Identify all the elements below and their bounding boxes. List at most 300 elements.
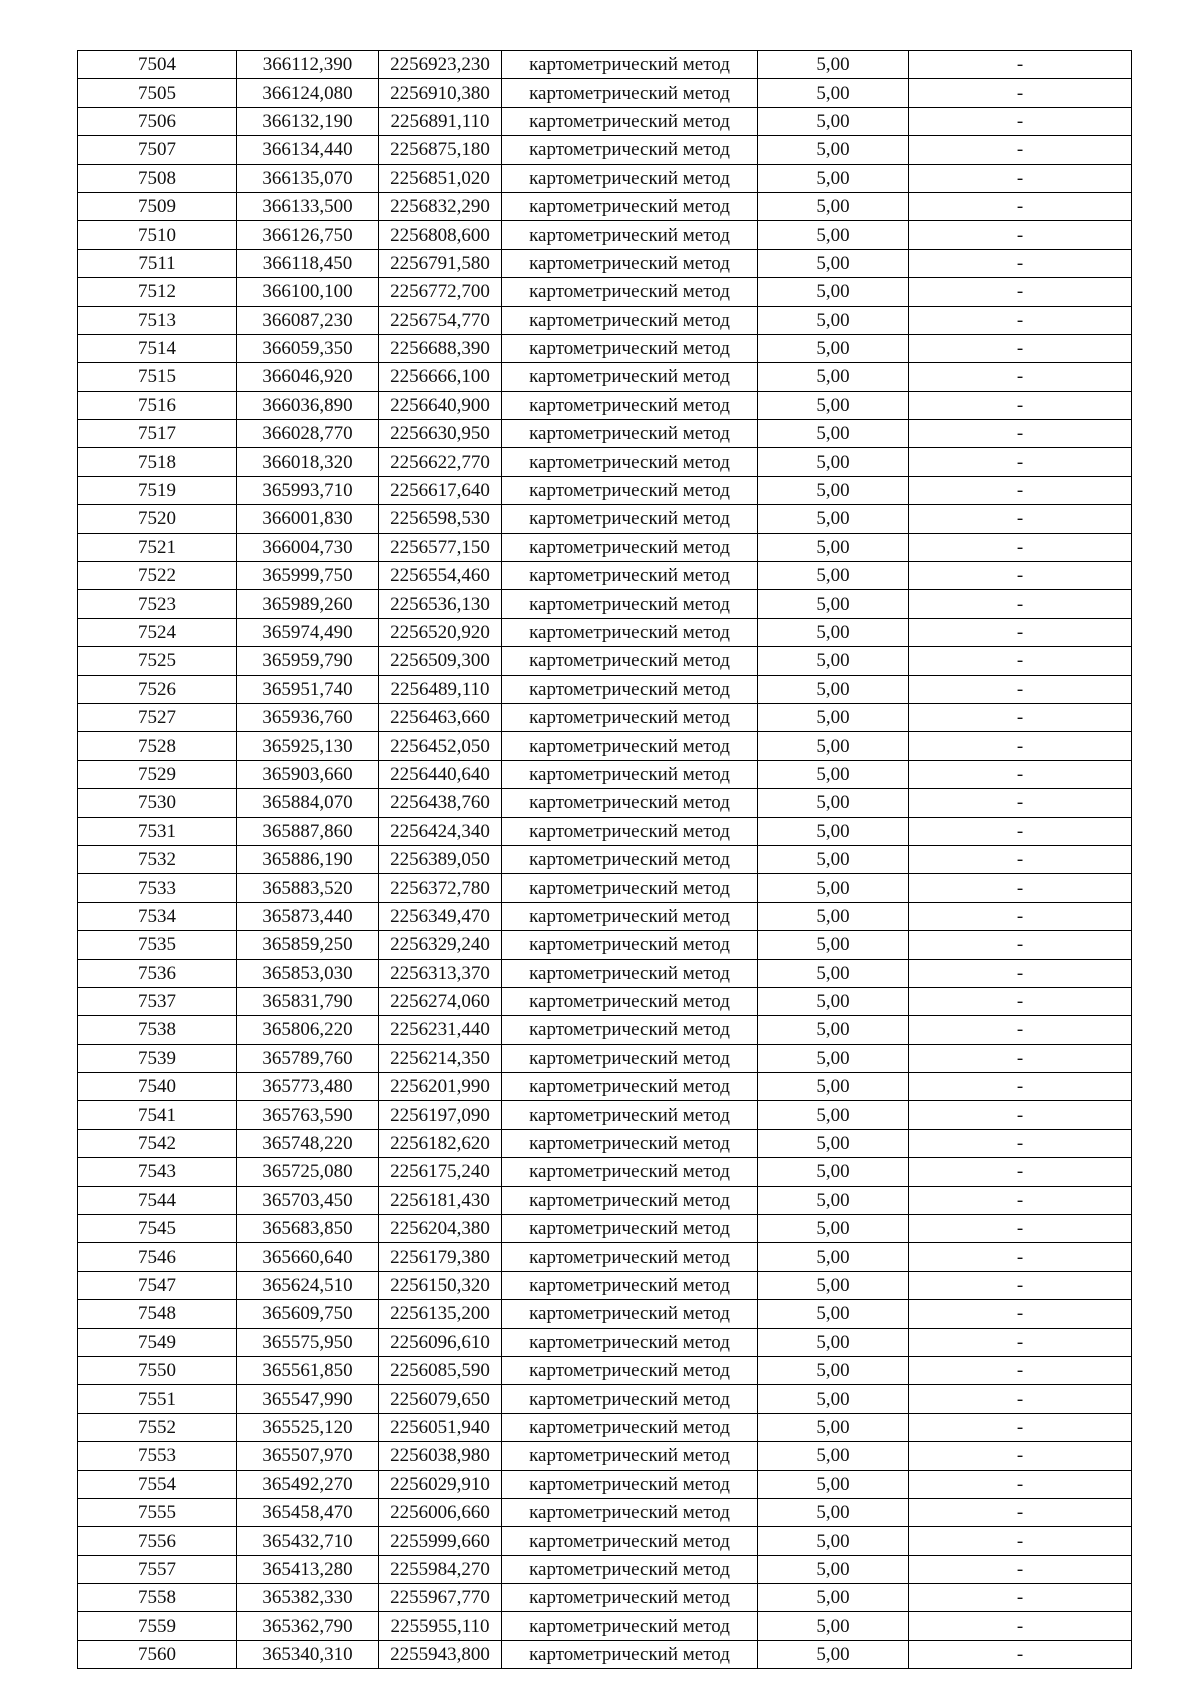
x-coordinate-cell: 366100,100: [237, 278, 379, 306]
point-number-cell: 7527: [78, 703, 237, 731]
table-row: [78, 1215, 1132, 1243]
y-coordinate-cell: 2256424,340: [379, 817, 502, 845]
note-cell: -: [909, 1584, 1132, 1612]
method-cell: картометрический метод: [502, 760, 758, 788]
table-row: [78, 817, 1132, 845]
note-cell: -: [909, 1527, 1132, 1555]
x-coordinate-cell: 365993,710: [237, 476, 379, 504]
coordinates-table: [77, 50, 1132, 1669]
y-coordinate-cell: 2256791,580: [379, 249, 502, 277]
point-number-cell: 7549: [78, 1328, 237, 1356]
y-coordinate-cell: 2256622,770: [379, 448, 502, 476]
accuracy-cell: 5,00: [758, 420, 909, 448]
accuracy-cell: 5,00: [758, 1129, 909, 1157]
point-number-cell: 7516: [78, 391, 237, 419]
y-coordinate-cell: 2255984,270: [379, 1555, 502, 1583]
note-cell: -: [909, 1442, 1132, 1470]
y-coordinate-cell: 2256875,180: [379, 136, 502, 164]
table-row: [78, 732, 1132, 760]
x-coordinate-cell: 365624,510: [237, 1271, 379, 1299]
point-number-cell: 7539: [78, 1044, 237, 1072]
accuracy-cell: 5,00: [758, 79, 909, 107]
x-coordinate-cell: 366059,350: [237, 334, 379, 362]
table-row: [78, 959, 1132, 987]
table-row: [78, 306, 1132, 334]
table-row: [78, 1300, 1132, 1328]
point-number-cell: 7513: [78, 306, 237, 334]
method-cell: картометрический метод: [502, 931, 758, 959]
x-coordinate-cell: 365974,490: [237, 618, 379, 646]
x-coordinate-cell: 366087,230: [237, 306, 379, 334]
y-coordinate-cell: 2256598,530: [379, 505, 502, 533]
table-row: [78, 79, 1132, 107]
x-coordinate-cell: 366135,070: [237, 164, 379, 192]
y-coordinate-cell: 2255999,660: [379, 1527, 502, 1555]
note-cell: -: [909, 1215, 1132, 1243]
x-coordinate-cell: 365382,330: [237, 1584, 379, 1612]
method-cell: картометрический метод: [502, 334, 758, 362]
method-cell: картометрический метод: [502, 1470, 758, 1498]
y-coordinate-cell: 2256440,640: [379, 760, 502, 788]
y-coordinate-cell: 2256329,240: [379, 931, 502, 959]
x-coordinate-cell: 366112,390: [237, 51, 379, 79]
y-coordinate-cell: 2256372,780: [379, 874, 502, 902]
y-coordinate-cell: 2256808,600: [379, 221, 502, 249]
table-row: [78, 1527, 1132, 1555]
x-coordinate-cell: 365525,120: [237, 1413, 379, 1441]
note-cell: -: [909, 420, 1132, 448]
note-cell: -: [909, 334, 1132, 362]
table-row: [78, 647, 1132, 675]
table-row: [78, 902, 1132, 930]
y-coordinate-cell: 2256630,950: [379, 420, 502, 448]
accuracy-cell: 5,00: [758, 1271, 909, 1299]
accuracy-cell: 5,00: [758, 590, 909, 618]
accuracy-cell: 5,00: [758, 221, 909, 249]
point-number-cell: 7526: [78, 675, 237, 703]
note-cell: -: [909, 1470, 1132, 1498]
x-coordinate-cell: 365873,440: [237, 902, 379, 930]
point-number-cell: 7519: [78, 476, 237, 504]
x-coordinate-cell: 365789,760: [237, 1044, 379, 1072]
point-number-cell: 7559: [78, 1612, 237, 1640]
accuracy-cell: 5,00: [758, 1328, 909, 1356]
y-coordinate-cell: 2256135,200: [379, 1300, 502, 1328]
table-row: [78, 1584, 1132, 1612]
y-coordinate-cell: 2256175,240: [379, 1158, 502, 1186]
y-coordinate-cell: 2256038,980: [379, 1442, 502, 1470]
point-number-cell: 7537: [78, 987, 237, 1015]
note-cell: -: [909, 221, 1132, 249]
method-cell: картометрический метод: [502, 562, 758, 590]
table-row: [78, 618, 1132, 646]
method-cell: картометрический метод: [502, 476, 758, 504]
x-coordinate-cell: 366118,450: [237, 249, 379, 277]
note-cell: -: [909, 590, 1132, 618]
table-row: [78, 1016, 1132, 1044]
method-cell: картометрический метод: [502, 845, 758, 873]
method-cell: картометрический метод: [502, 51, 758, 79]
y-coordinate-cell: 2256214,350: [379, 1044, 502, 1072]
note-cell: -: [909, 1186, 1132, 1214]
x-coordinate-cell: 365989,260: [237, 590, 379, 618]
point-number-cell: 7543: [78, 1158, 237, 1186]
y-coordinate-cell: 2255967,770: [379, 1584, 502, 1612]
x-coordinate-cell: 366133,500: [237, 192, 379, 220]
y-coordinate-cell: 2256181,430: [379, 1186, 502, 1214]
point-number-cell: 7525: [78, 647, 237, 675]
x-coordinate-cell: 365886,190: [237, 845, 379, 873]
note-cell: -: [909, 845, 1132, 873]
note-cell: -: [909, 249, 1132, 277]
point-number-cell: 7510: [78, 221, 237, 249]
accuracy-cell: 5,00: [758, 51, 909, 79]
accuracy-cell: 5,00: [758, 192, 909, 220]
point-number-cell: 7544: [78, 1186, 237, 1214]
accuracy-cell: 5,00: [758, 1356, 909, 1384]
table-row: [78, 192, 1132, 220]
point-number-cell: 7546: [78, 1243, 237, 1271]
accuracy-cell: 5,00: [758, 249, 909, 277]
table-row: [78, 448, 1132, 476]
table-row: [78, 931, 1132, 959]
method-cell: картометрический метод: [502, 675, 758, 703]
note-cell: -: [909, 278, 1132, 306]
note-cell: -: [909, 1356, 1132, 1384]
table-row: [78, 1640, 1132, 1668]
point-number-cell: 7522: [78, 562, 237, 590]
table-row: [78, 1328, 1132, 1356]
note-cell: -: [909, 1385, 1132, 1413]
y-coordinate-cell: 2256509,300: [379, 647, 502, 675]
y-coordinate-cell: 2255955,110: [379, 1612, 502, 1640]
accuracy-cell: 5,00: [758, 675, 909, 703]
method-cell: картометрический метод: [502, 1527, 758, 1555]
note-cell: -: [909, 874, 1132, 902]
x-coordinate-cell: 365609,750: [237, 1300, 379, 1328]
table-row: [78, 1186, 1132, 1214]
method-cell: картометрический метод: [502, 1243, 758, 1271]
table-row: [78, 1243, 1132, 1271]
table-row: [78, 562, 1132, 590]
x-coordinate-cell: 366018,320: [237, 448, 379, 476]
table-row: [78, 1498, 1132, 1526]
point-number-cell: 7536: [78, 959, 237, 987]
table-row: [78, 1044, 1132, 1072]
y-coordinate-cell: 2256772,700: [379, 278, 502, 306]
accuracy-cell: 5,00: [758, 1243, 909, 1271]
method-cell: картометрический метод: [502, 164, 758, 192]
x-coordinate-cell: 365458,470: [237, 1498, 379, 1526]
x-coordinate-cell: 365725,080: [237, 1158, 379, 1186]
note-cell: -: [909, 79, 1132, 107]
y-coordinate-cell: 2256197,090: [379, 1101, 502, 1129]
table-row: [78, 1129, 1132, 1157]
y-coordinate-cell: 2256554,460: [379, 562, 502, 590]
point-number-cell: 7518: [78, 448, 237, 476]
x-coordinate-cell: 365748,220: [237, 1129, 379, 1157]
accuracy-cell: 5,00: [758, 647, 909, 675]
note-cell: -: [909, 363, 1132, 391]
x-coordinate-cell: 365959,790: [237, 647, 379, 675]
method-cell: картометрический метод: [502, 505, 758, 533]
point-number-cell: 7541: [78, 1101, 237, 1129]
method-cell: картометрический метод: [502, 1442, 758, 1470]
y-coordinate-cell: 2256096,610: [379, 1328, 502, 1356]
y-coordinate-cell: 2256231,440: [379, 1016, 502, 1044]
point-number-cell: 7553: [78, 1442, 237, 1470]
note-cell: -: [909, 1328, 1132, 1356]
point-number-cell: 7533: [78, 874, 237, 902]
point-number-cell: 7505: [78, 79, 237, 107]
accuracy-cell: 5,00: [758, 334, 909, 362]
accuracy-cell: 5,00: [758, 476, 909, 504]
y-coordinate-cell: 2256179,380: [379, 1243, 502, 1271]
accuracy-cell: 5,00: [758, 1555, 909, 1583]
method-cell: картометрический метод: [502, 987, 758, 1015]
note-cell: -: [909, 448, 1132, 476]
method-cell: картометрический метод: [502, 959, 758, 987]
accuracy-cell: 5,00: [758, 959, 909, 987]
accuracy-cell: 5,00: [758, 1640, 909, 1668]
table-row: [78, 420, 1132, 448]
method-cell: картометрический метод: [502, 1101, 758, 1129]
method-cell: картометрический метод: [502, 136, 758, 164]
point-number-cell: 7540: [78, 1073, 237, 1101]
point-number-cell: 7548: [78, 1300, 237, 1328]
accuracy-cell: 5,00: [758, 817, 909, 845]
accuracy-cell: 5,00: [758, 618, 909, 646]
note-cell: -: [909, 1413, 1132, 1441]
table-row: [78, 51, 1132, 79]
table-row: [78, 1271, 1132, 1299]
x-coordinate-cell: 365773,480: [237, 1073, 379, 1101]
table-row: [78, 1470, 1132, 1498]
y-coordinate-cell: 2256051,940: [379, 1413, 502, 1441]
x-coordinate-cell: 365831,790: [237, 987, 379, 1015]
x-coordinate-cell: 365507,970: [237, 1442, 379, 1470]
point-number-cell: 7557: [78, 1555, 237, 1583]
x-coordinate-cell: 366028,770: [237, 420, 379, 448]
y-coordinate-cell: 2256666,100: [379, 363, 502, 391]
y-coordinate-cell: 2256463,660: [379, 703, 502, 731]
method-cell: картометрический метод: [502, 1356, 758, 1384]
note-cell: -: [909, 1044, 1132, 1072]
note-cell: -: [909, 760, 1132, 788]
method-cell: картометрический метод: [502, 249, 758, 277]
note-cell: -: [909, 391, 1132, 419]
note-cell: -: [909, 1158, 1132, 1186]
accuracy-cell: 5,00: [758, 1016, 909, 1044]
accuracy-cell: 5,00: [758, 845, 909, 873]
point-number-cell: 7545: [78, 1215, 237, 1243]
table-row: [78, 533, 1132, 561]
method-cell: картометрический метод: [502, 1073, 758, 1101]
y-coordinate-cell: 2256851,020: [379, 164, 502, 192]
note-cell: -: [909, 618, 1132, 646]
method-cell: картометрический метод: [502, 420, 758, 448]
method-cell: картометрический метод: [502, 533, 758, 561]
x-coordinate-cell: 365951,740: [237, 675, 379, 703]
accuracy-cell: 5,00: [758, 902, 909, 930]
accuracy-cell: 5,00: [758, 278, 909, 306]
note-cell: -: [909, 902, 1132, 930]
x-coordinate-cell: 366046,920: [237, 363, 379, 391]
x-coordinate-cell: 365884,070: [237, 789, 379, 817]
accuracy-cell: 5,00: [758, 1413, 909, 1441]
x-coordinate-cell: 365561,850: [237, 1356, 379, 1384]
point-number-cell: 7517: [78, 420, 237, 448]
note-cell: -: [909, 931, 1132, 959]
method-cell: картометрический метод: [502, 79, 758, 107]
y-coordinate-cell: 2256754,770: [379, 306, 502, 334]
point-number-cell: 7528: [78, 732, 237, 760]
table-row: [78, 703, 1132, 731]
accuracy-cell: 5,00: [758, 732, 909, 760]
y-coordinate-cell: 2256204,380: [379, 1215, 502, 1243]
table-row: [78, 1555, 1132, 1583]
note-cell: -: [909, 675, 1132, 703]
x-coordinate-cell: 365806,220: [237, 1016, 379, 1044]
accuracy-cell: 5,00: [758, 1385, 909, 1413]
point-number-cell: 7508: [78, 164, 237, 192]
method-cell: картометрический метод: [502, 590, 758, 618]
point-number-cell: 7524: [78, 618, 237, 646]
method-cell: картометрический метод: [502, 1555, 758, 1583]
accuracy-cell: 5,00: [758, 505, 909, 533]
y-coordinate-cell: 2256389,050: [379, 845, 502, 873]
y-coordinate-cell: 2256891,110: [379, 107, 502, 135]
point-number-cell: 7512: [78, 278, 237, 306]
method-cell: картометрический метод: [502, 221, 758, 249]
point-number-cell: 7509: [78, 192, 237, 220]
table-row: [78, 1612, 1132, 1640]
accuracy-cell: 5,00: [758, 1158, 909, 1186]
note-cell: -: [909, 1129, 1132, 1157]
point-number-cell: 7515: [78, 363, 237, 391]
note-cell: -: [909, 107, 1132, 135]
table-row: [78, 1158, 1132, 1186]
point-number-cell: 7520: [78, 505, 237, 533]
y-coordinate-cell: 2256452,050: [379, 732, 502, 760]
point-number-cell: 7507: [78, 136, 237, 164]
table-row: [78, 136, 1132, 164]
note-cell: -: [909, 732, 1132, 760]
method-cell: картометрический метод: [502, 306, 758, 334]
accuracy-cell: 5,00: [758, 1186, 909, 1214]
method-cell: картометрический метод: [502, 1158, 758, 1186]
x-coordinate-cell: 365492,270: [237, 1470, 379, 1498]
note-cell: -: [909, 562, 1132, 590]
table-row: [78, 1073, 1132, 1101]
x-coordinate-cell: 366134,440: [237, 136, 379, 164]
method-cell: картометрический метод: [502, 1271, 758, 1299]
method-cell: картометрический метод: [502, 1584, 758, 1612]
method-cell: картометрический метод: [502, 874, 758, 902]
note-cell: -: [909, 164, 1132, 192]
y-coordinate-cell: 2256910,380: [379, 79, 502, 107]
y-coordinate-cell: 2256577,150: [379, 533, 502, 561]
x-coordinate-cell: 366132,190: [237, 107, 379, 135]
x-coordinate-cell: 365859,250: [237, 931, 379, 959]
note-cell: -: [909, 789, 1132, 817]
accuracy-cell: 5,00: [758, 1101, 909, 1129]
method-cell: картометрический метод: [502, 448, 758, 476]
table-row: [78, 164, 1132, 192]
y-coordinate-cell: 2256520,920: [379, 618, 502, 646]
y-coordinate-cell: 2256313,370: [379, 959, 502, 987]
accuracy-cell: 5,00: [758, 1215, 909, 1243]
accuracy-cell: 5,00: [758, 1470, 909, 1498]
method-cell: картометрический метод: [502, 732, 758, 760]
y-coordinate-cell: 2256029,910: [379, 1470, 502, 1498]
x-coordinate-cell: 365683,850: [237, 1215, 379, 1243]
accuracy-cell: 5,00: [758, 107, 909, 135]
x-coordinate-cell: 366036,890: [237, 391, 379, 419]
x-coordinate-cell: 365362,790: [237, 1612, 379, 1640]
point-number-cell: 7555: [78, 1498, 237, 1526]
y-coordinate-cell: 2256536,130: [379, 590, 502, 618]
x-coordinate-cell: 365763,590: [237, 1101, 379, 1129]
method-cell: картометрический метод: [502, 1016, 758, 1044]
x-coordinate-cell: 365887,860: [237, 817, 379, 845]
method-cell: картометрический метод: [502, 1640, 758, 1668]
x-coordinate-cell: 365853,030: [237, 959, 379, 987]
point-number-cell: 7530: [78, 789, 237, 817]
method-cell: картометрический метод: [502, 1385, 758, 1413]
table-row: [78, 107, 1132, 135]
accuracy-cell: 5,00: [758, 760, 909, 788]
x-coordinate-cell: 365432,710: [237, 1527, 379, 1555]
method-cell: картометрический метод: [502, 647, 758, 675]
table-row: [78, 505, 1132, 533]
accuracy-cell: 5,00: [758, 391, 909, 419]
point-number-cell: 7529: [78, 760, 237, 788]
method-cell: картометрический метод: [502, 278, 758, 306]
x-coordinate-cell: 365413,280: [237, 1555, 379, 1583]
accuracy-cell: 5,00: [758, 448, 909, 476]
y-coordinate-cell: 2256182,620: [379, 1129, 502, 1157]
y-coordinate-cell: 2256832,290: [379, 192, 502, 220]
point-number-cell: 7506: [78, 107, 237, 135]
note-cell: -: [909, 1073, 1132, 1101]
table-row: [78, 760, 1132, 788]
point-number-cell: 7532: [78, 845, 237, 873]
y-coordinate-cell: 2256688,390: [379, 334, 502, 362]
note-cell: -: [909, 1243, 1132, 1271]
x-coordinate-cell: 366126,750: [237, 221, 379, 249]
note-cell: -: [909, 1498, 1132, 1526]
note-cell: -: [909, 505, 1132, 533]
x-coordinate-cell: 366001,830: [237, 505, 379, 533]
table-row: [78, 363, 1132, 391]
method-cell: картометрический метод: [502, 1413, 758, 1441]
point-number-cell: 7514: [78, 334, 237, 362]
table-row: [78, 221, 1132, 249]
y-coordinate-cell: 2256617,640: [379, 476, 502, 504]
note-cell: -: [909, 136, 1132, 164]
note-cell: -: [909, 817, 1132, 845]
point-number-cell: 7558: [78, 1584, 237, 1612]
accuracy-cell: 5,00: [758, 533, 909, 561]
note-cell: -: [909, 1271, 1132, 1299]
point-number-cell: 7504: [78, 51, 237, 79]
accuracy-cell: 5,00: [758, 136, 909, 164]
method-cell: картометрический метод: [502, 363, 758, 391]
table-row: [78, 675, 1132, 703]
y-coordinate-cell: 2256085,590: [379, 1356, 502, 1384]
accuracy-cell: 5,00: [758, 1044, 909, 1072]
